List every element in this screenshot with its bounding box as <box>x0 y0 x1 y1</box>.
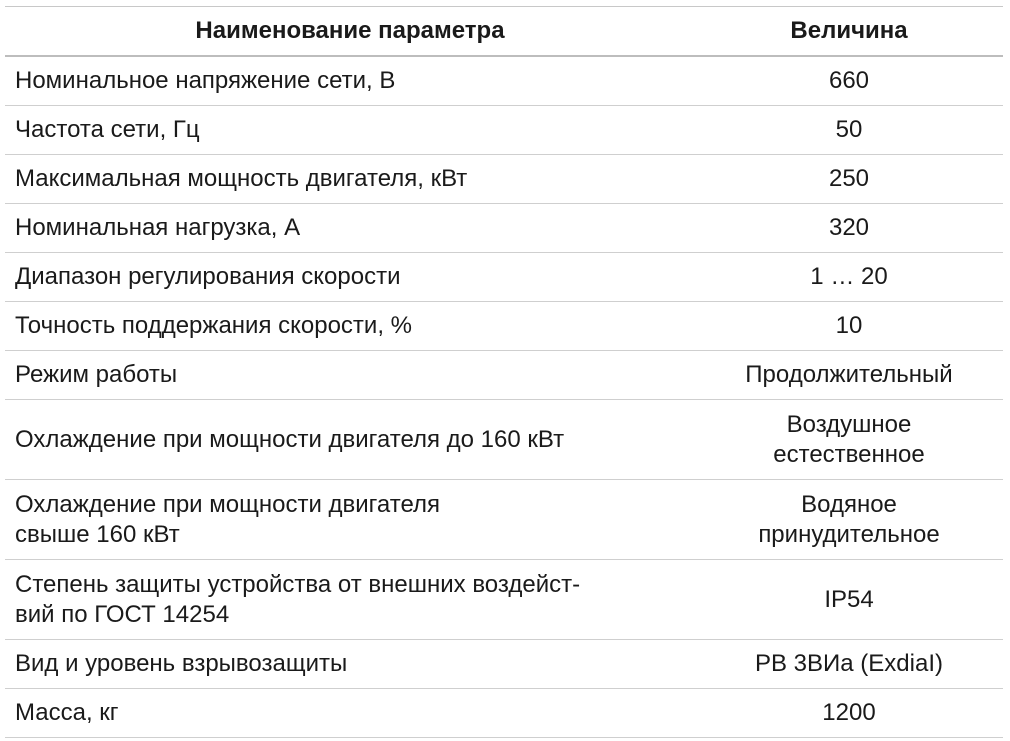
value-line: принудительное <box>758 520 940 548</box>
value-line: Водяное <box>801 490 897 518</box>
param-cell: Охлаждение при мощности двигателя до 160 кВт <box>5 400 695 480</box>
param-cell <box>5 560 695 640</box>
param-line: Степень защиты устройства от внешних воздейст- <box>15 570 581 598</box>
value-cell: 1200 <box>695 689 1003 738</box>
table-row <box>5 204 1003 253</box>
table-header-row <box>5 7 1003 57</box>
value-line: Воздушное <box>786 410 912 438</box>
value-cell: IP54 <box>695 560 1003 640</box>
param-line: вий по ГОСТ 14254 <box>15 600 230 628</box>
value-cell: Продолжительный <box>695 351 1003 400</box>
table-row <box>5 155 1003 204</box>
value-cell <box>695 400 1003 480</box>
value-cell: 320 <box>695 204 1003 253</box>
param-cell: Точность поддержания скорости, % <box>5 302 695 351</box>
value-cell <box>695 480 1003 560</box>
param-cell: Масса, кг <box>5 689 695 738</box>
table-row <box>5 253 1003 302</box>
table-row <box>5 480 1003 560</box>
param-cell: Вид и уровень взрывозащиты <box>5 640 695 689</box>
value-cell: 1 … 20 <box>695 253 1003 302</box>
value-cell: 10 <box>695 302 1003 351</box>
param-cell <box>5 480 695 560</box>
specifications-table <box>5 6 1003 738</box>
param-cell: Номинальное напряжение сети, В <box>5 56 695 106</box>
table-row <box>5 302 1003 351</box>
param-cell: Максимальная мощность двигателя, кВт <box>5 155 695 204</box>
header-value: Величина <box>695 7 1003 57</box>
param-cell: Режим работы <box>5 351 695 400</box>
value-line: естественное <box>773 440 925 468</box>
param-cell: Номинальная нагрузка, А <box>5 204 695 253</box>
param-line: Охлаждение при мощности двигателя <box>15 490 440 518</box>
header-param: Наименование параметра <box>5 7 695 57</box>
table-row <box>5 351 1003 400</box>
table-row <box>5 56 1003 106</box>
table-row <box>5 640 1003 689</box>
value-cell: РВ 3ВИа (ExdiaI) <box>695 640 1003 689</box>
table-row <box>5 106 1003 155</box>
value-cell: 250 <box>695 155 1003 204</box>
param-cell: Диапазон регулирования скорости <box>5 253 695 302</box>
value-cell: 50 <box>695 106 1003 155</box>
value-cell: 660 <box>695 56 1003 106</box>
table-row <box>5 400 1003 480</box>
param-cell: Частота сети, Гц <box>5 106 695 155</box>
table-row <box>5 689 1003 738</box>
param-line: свыше 160 кВт <box>15 520 180 548</box>
table-row <box>5 560 1003 640</box>
